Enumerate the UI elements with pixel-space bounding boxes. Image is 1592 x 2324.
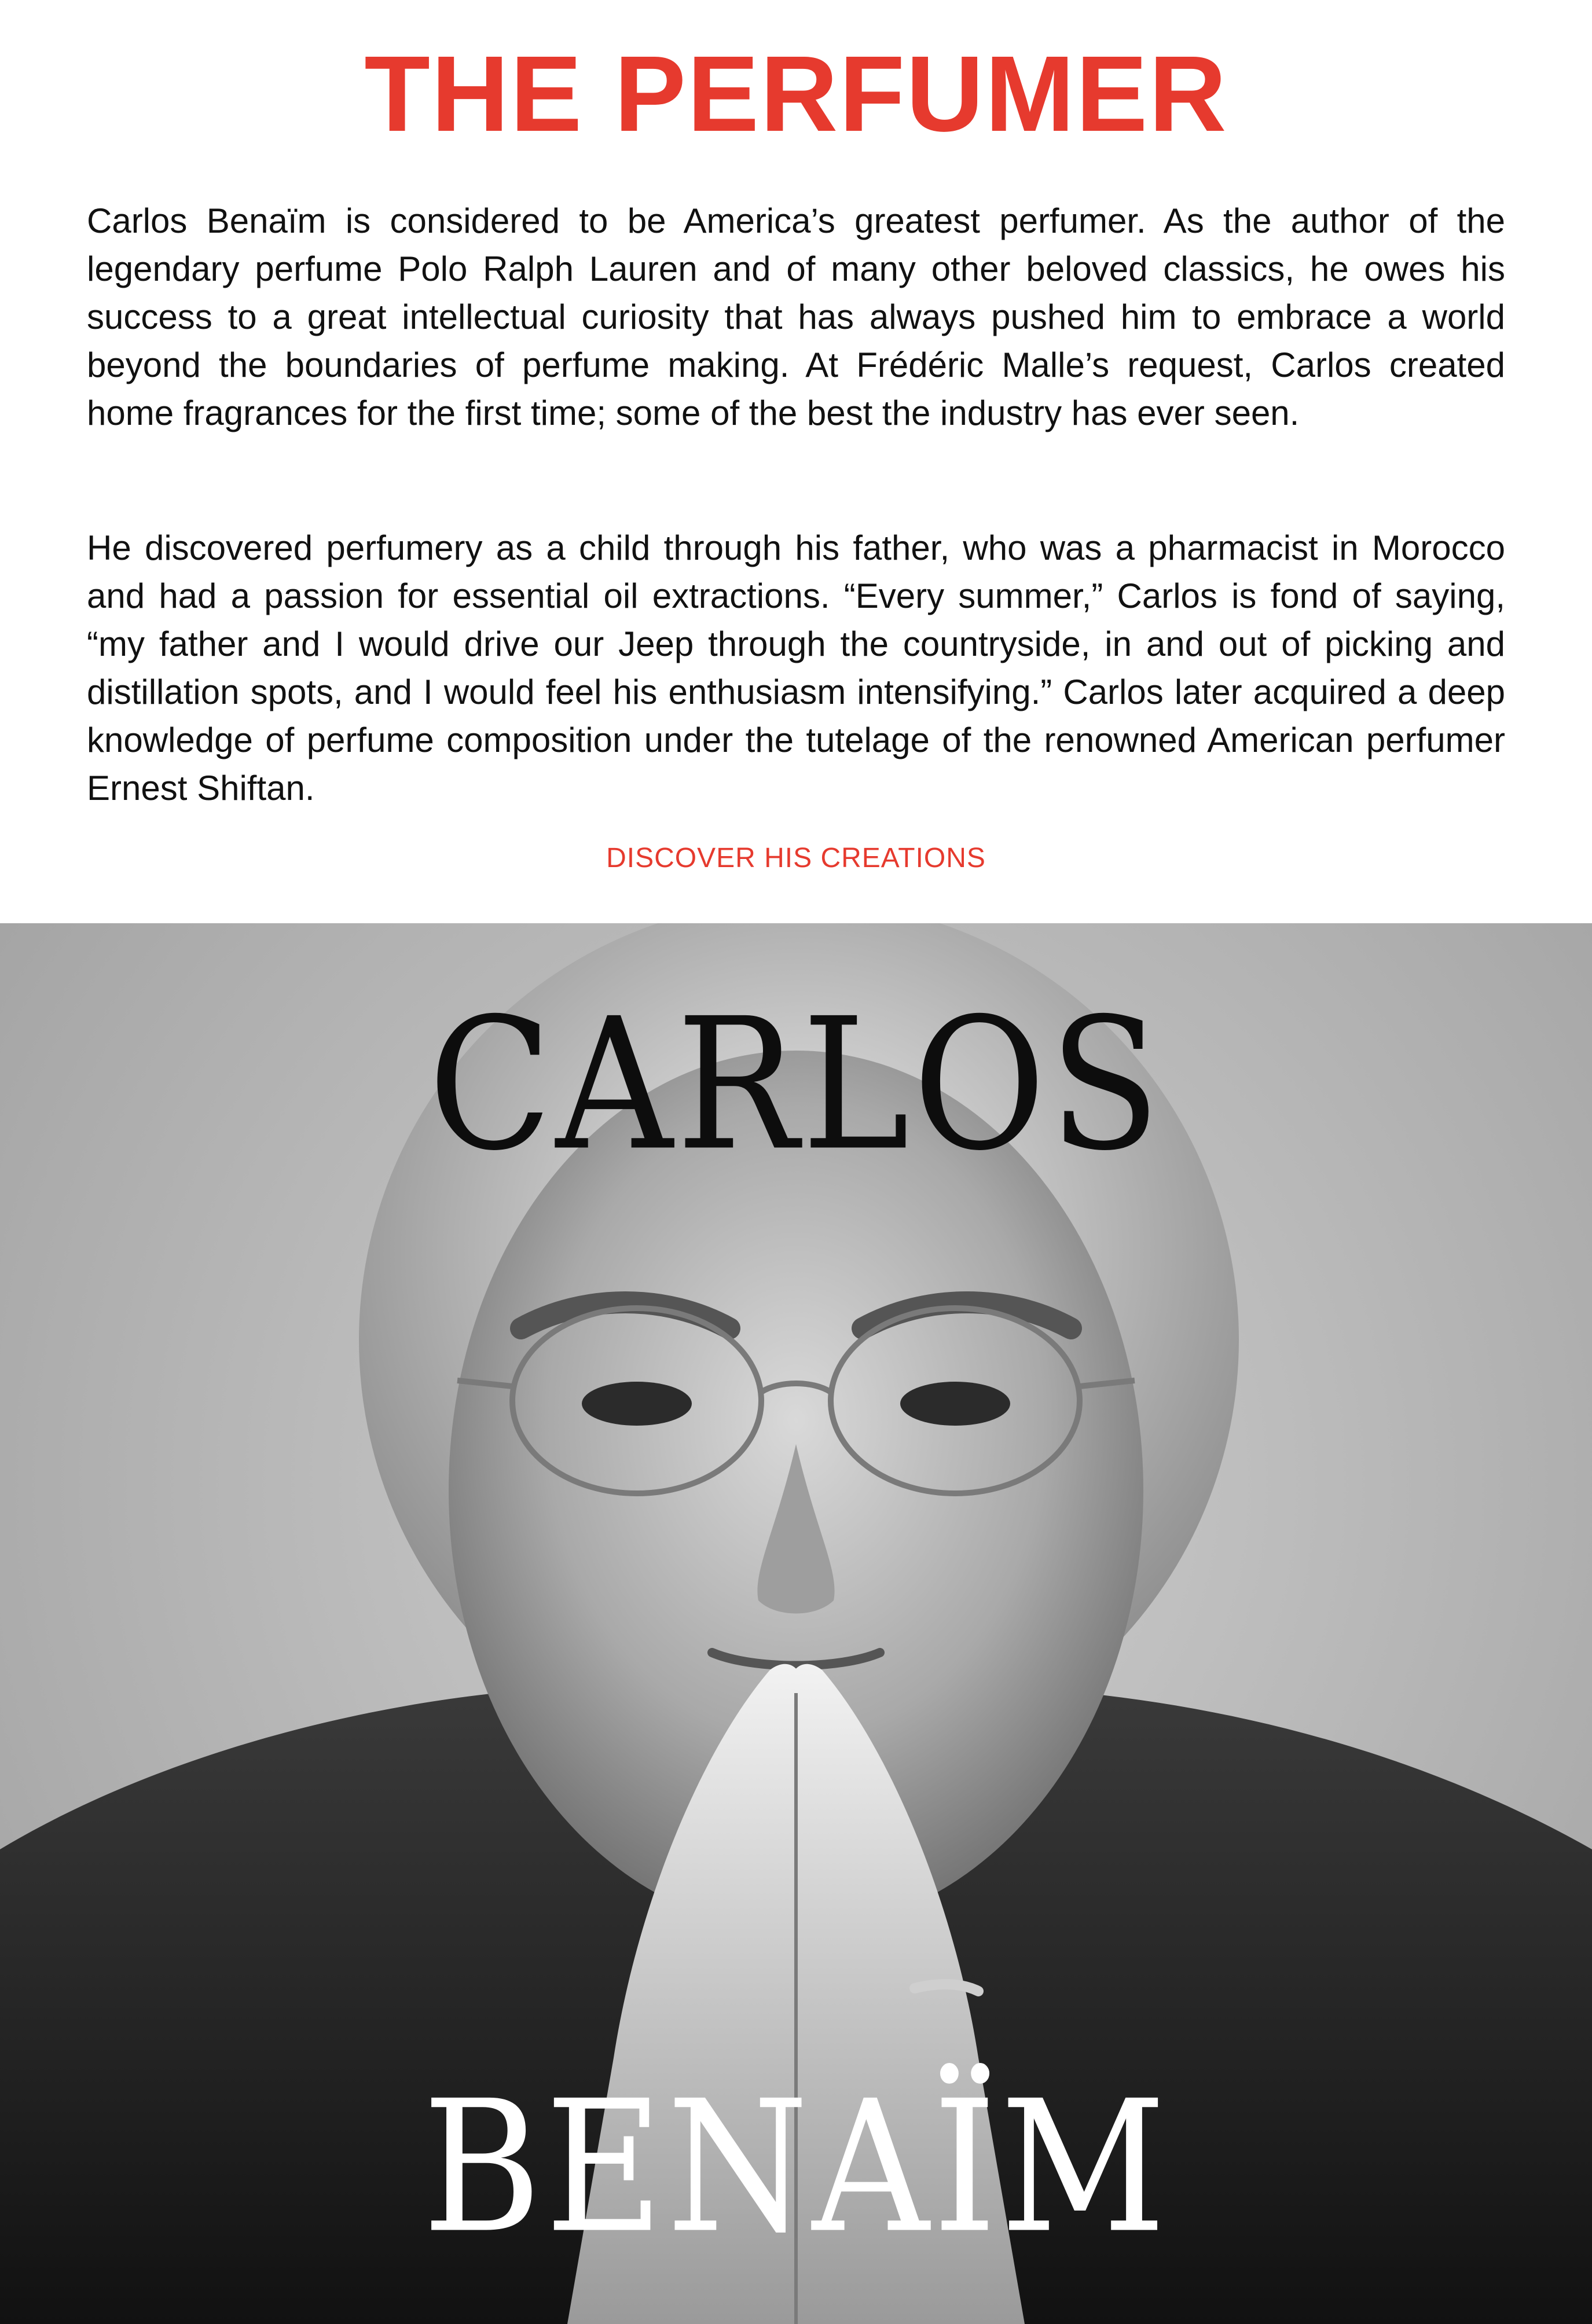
bio-paragraph-1: Carlos Benaïm is considered to be America’s greatest perfumer. As the author of the legendary perfume Polo Ralph Lauren and of many other beloved classics, he owes his success to a great intellectual curiosity that has always pushed him to embrace a world beyond the boundaries of perfume making. At Frédéric Malle’s request, Carlos created home fragrances for the first time; some of the best the industry has ever seen. [87,201,1505,432]
portrait-photo [0,923,1592,2324]
bio-paragraph-2: He discovered perfumery as a child through his father, who was a pharmacist in Morocco and had a passion for essential oil extractions. “Every summer,” Carlos is fond of saying, “my father and I would drive our Jeep through the countryside, in and out of picking and distillation spots, and I would feel his enthusiasm intensifying.” Carlos later acquired a deep knowledge of perfume composition under the tutelage of the renowned American perfumer Ernest Shiftan. [87,528,1505,807]
page-title: THE PERFUMER [364,34,1228,154]
first-name-overlay: CARLOS [428,979,1164,1191]
discover-creations-link[interactable]: DISCOVER HIS CREATIONS [606,843,986,873]
last-name-overlay: BENAÏM [422,2062,1170,2274]
